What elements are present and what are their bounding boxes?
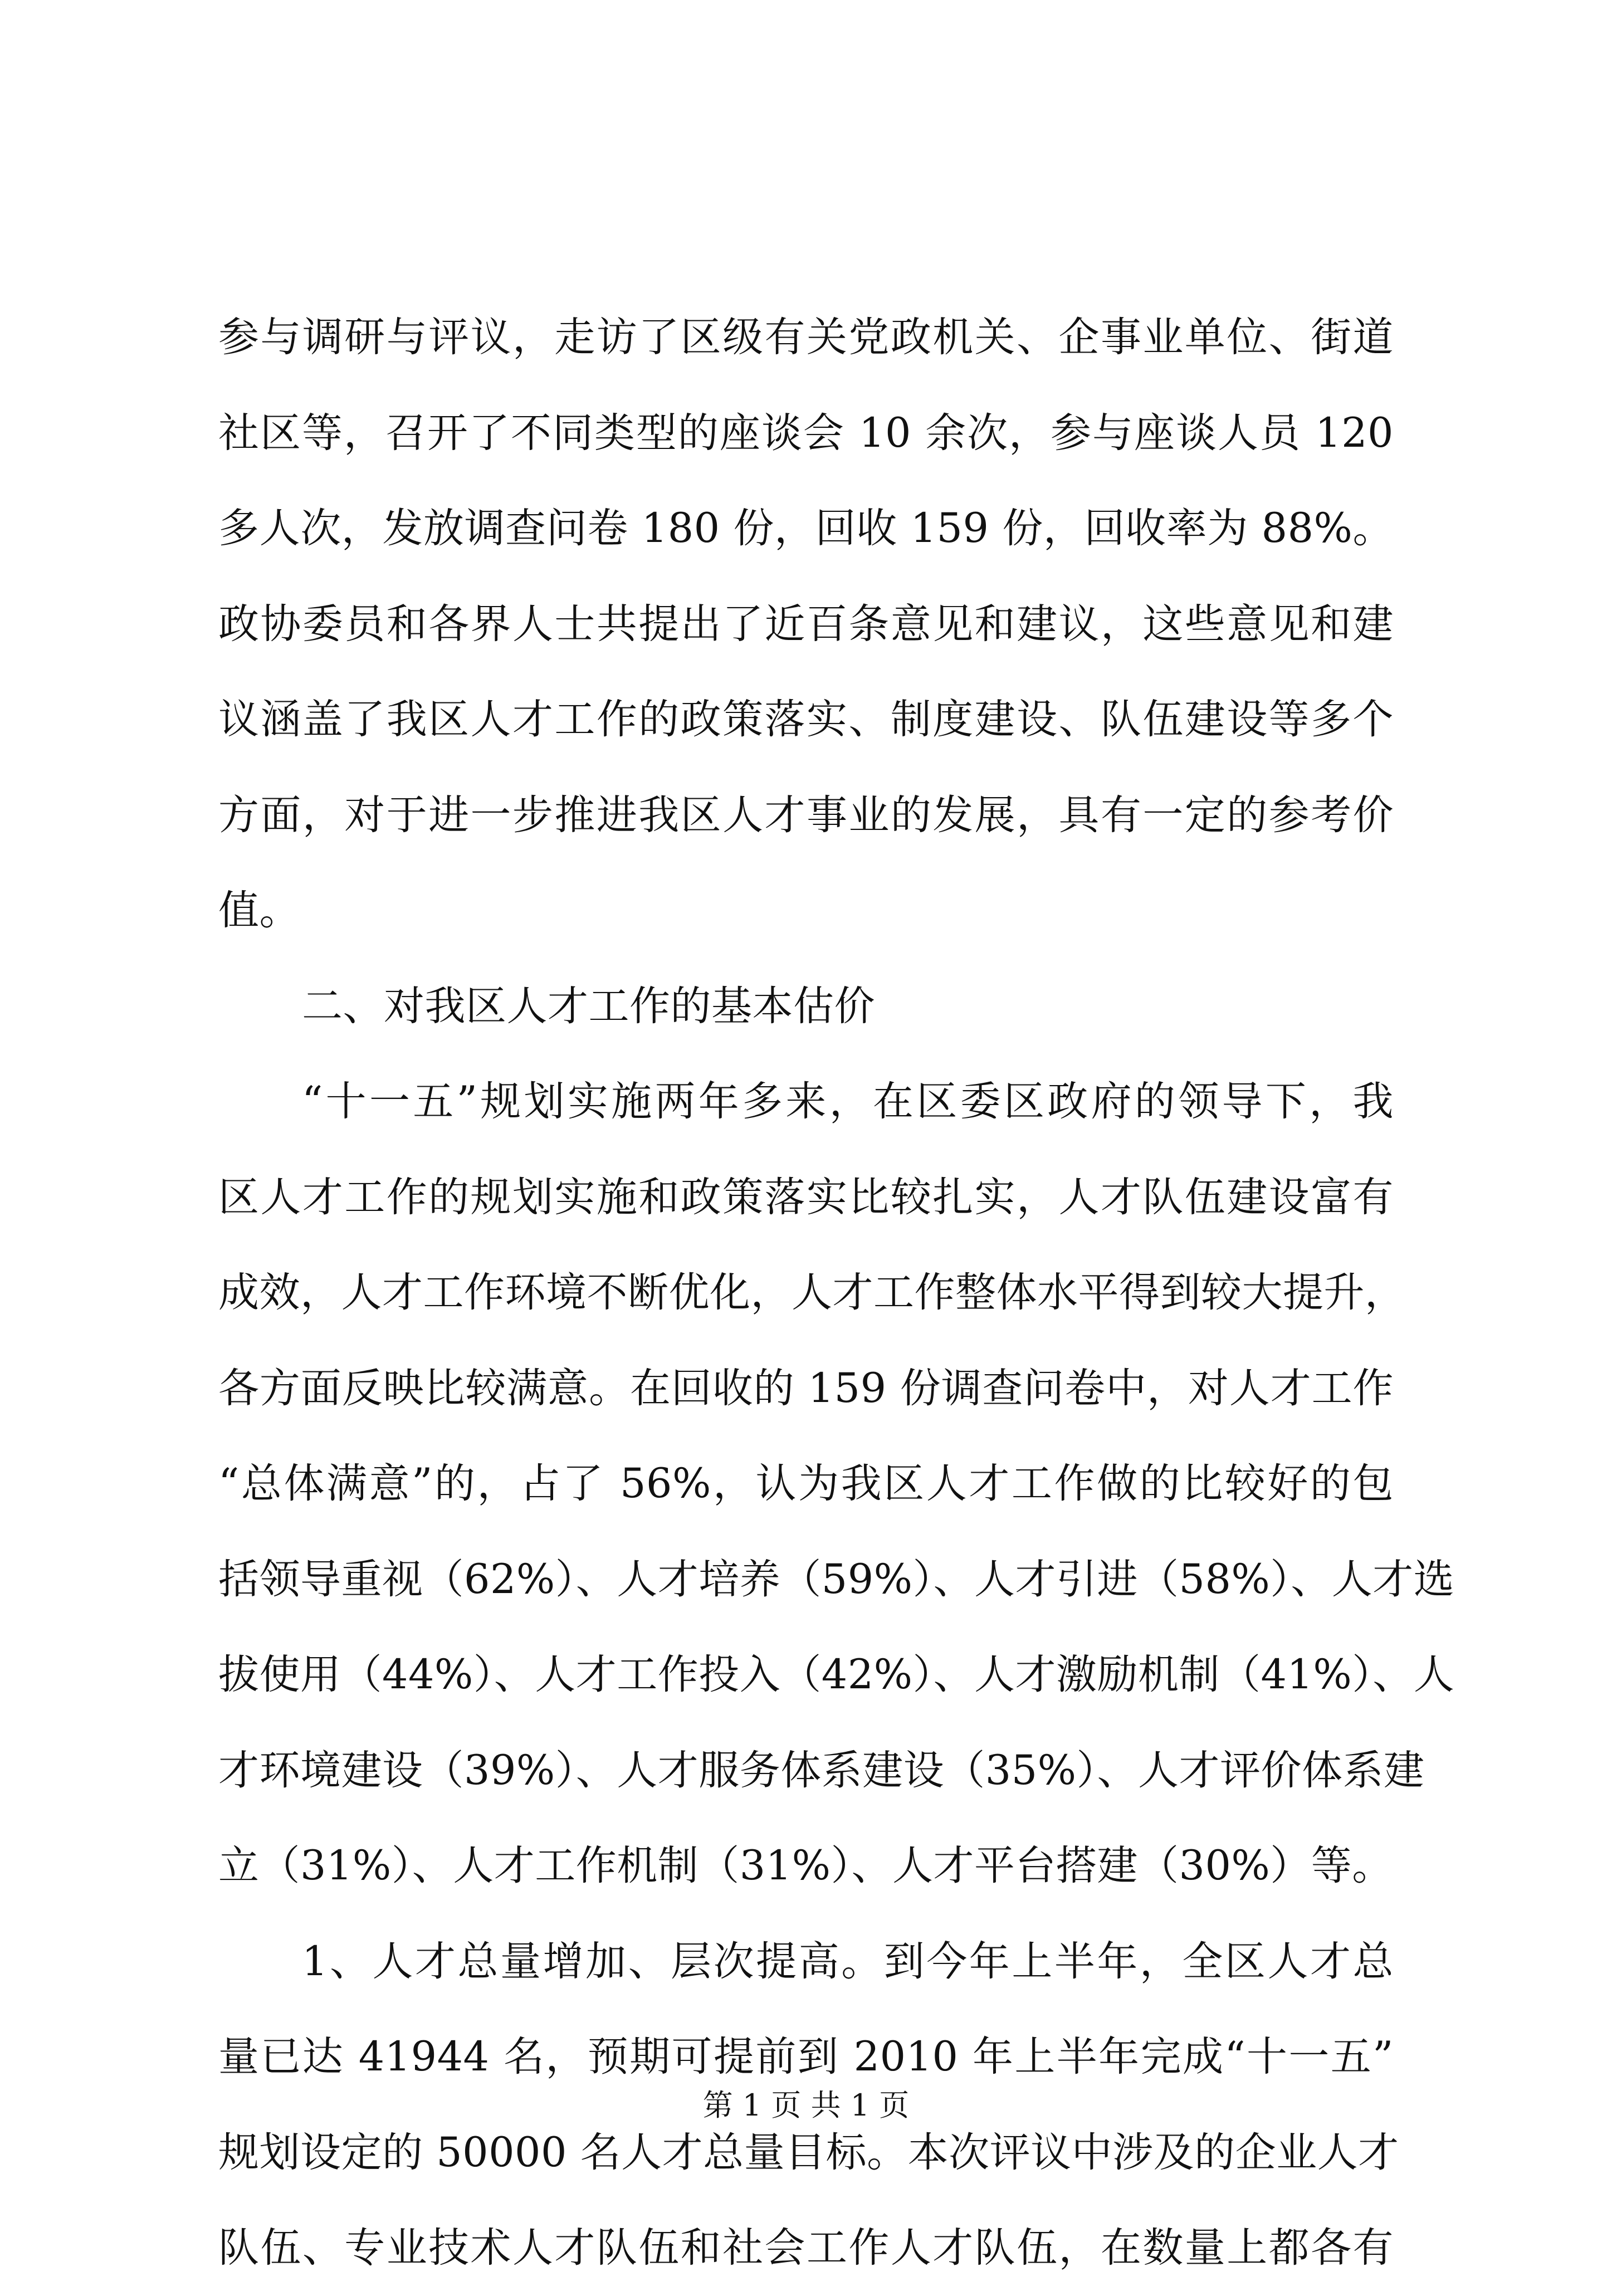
paragraph-line: “十一五”规划实施两年多来，在区委区政府的领导下，我 xyxy=(302,1078,1394,1125)
paragraph-line: 1、人才总量增加、层次提高。到今年上半年，全区人才总 xyxy=(302,1937,1394,1985)
paragraph-line: 议涵盖了我区人才工作的政策落实、制度建设、队伍建设等多个 xyxy=(218,696,1394,743)
paragraph-line: 才环境建设（39%）、人才服务体系建设（35%）、人才评价体系建 xyxy=(218,1746,1425,1794)
paragraph-line: 成效，人才工作环境不断优化，人才工作整体水平得到较大提升， xyxy=(218,1269,1406,1316)
paragraph-line: 拔使用（44%）、人才工作投入（42%）、人才激励机制（41%）、人 xyxy=(218,1651,1455,1698)
paragraph-line: 量已达 41944 名，预期可提前到 2010 年上半年完成“十一五” xyxy=(218,2033,1394,2080)
paragraph-line: “总体满意”的，占了 56%，认为我区人才工作做的比较好的包 xyxy=(218,1460,1394,1507)
section-heading: 二、对我区人才工作的基本估价 xyxy=(302,982,875,1030)
paragraph-line: 各方面反映比较满意。在回收的 159 份调查问卷中，对人才工作 xyxy=(218,1364,1394,1412)
paragraph-line: 括领导重视（62%）、人才培养（59%）、人才引进（58%）、人才选 xyxy=(218,1555,1455,1603)
paragraph-line: 值。 xyxy=(218,887,300,934)
paragraph-line: 参与调研与评议，走访了区级有关党政机关、企事业单位、街道 xyxy=(218,314,1394,361)
paragraph-line: 方面，对于进一步推进我区人才事业的发展，具有一定的参考价 xyxy=(218,791,1394,839)
paragraph-line: 区人才工作的规划实施和政策落实比较扎实，人才队伍建设富有 xyxy=(218,1173,1394,1221)
document-body xyxy=(218,290,1455,2296)
paragraph-line: 规划设定的 50000 名人才总量目标。本次评议中涉及的企业人才 xyxy=(218,2128,1399,2176)
paragraph-line: 立（31%）、人才工作机制（31%）、人才平台搭建（30%）等。 xyxy=(218,1842,1393,1889)
paragraph-line: 多人次，发放调查问卷 180 份，回收 159 份，回收率为 88%。 xyxy=(218,505,1394,552)
paragraph-line: 队伍、专业技术人才队伍和社会工作人才队伍，在数量上都各有 xyxy=(218,2224,1394,2271)
paragraph-line: 社区等，召开了不同类型的座谈会 10 余次，参与座谈人员 120 xyxy=(218,409,1394,457)
paragraph-line: 政协委员和各界人士共提出了近百条意见和建议，这些意见和建 xyxy=(218,600,1394,648)
page-number-footer: 第 1 页 共 1 页 xyxy=(702,2088,910,2123)
